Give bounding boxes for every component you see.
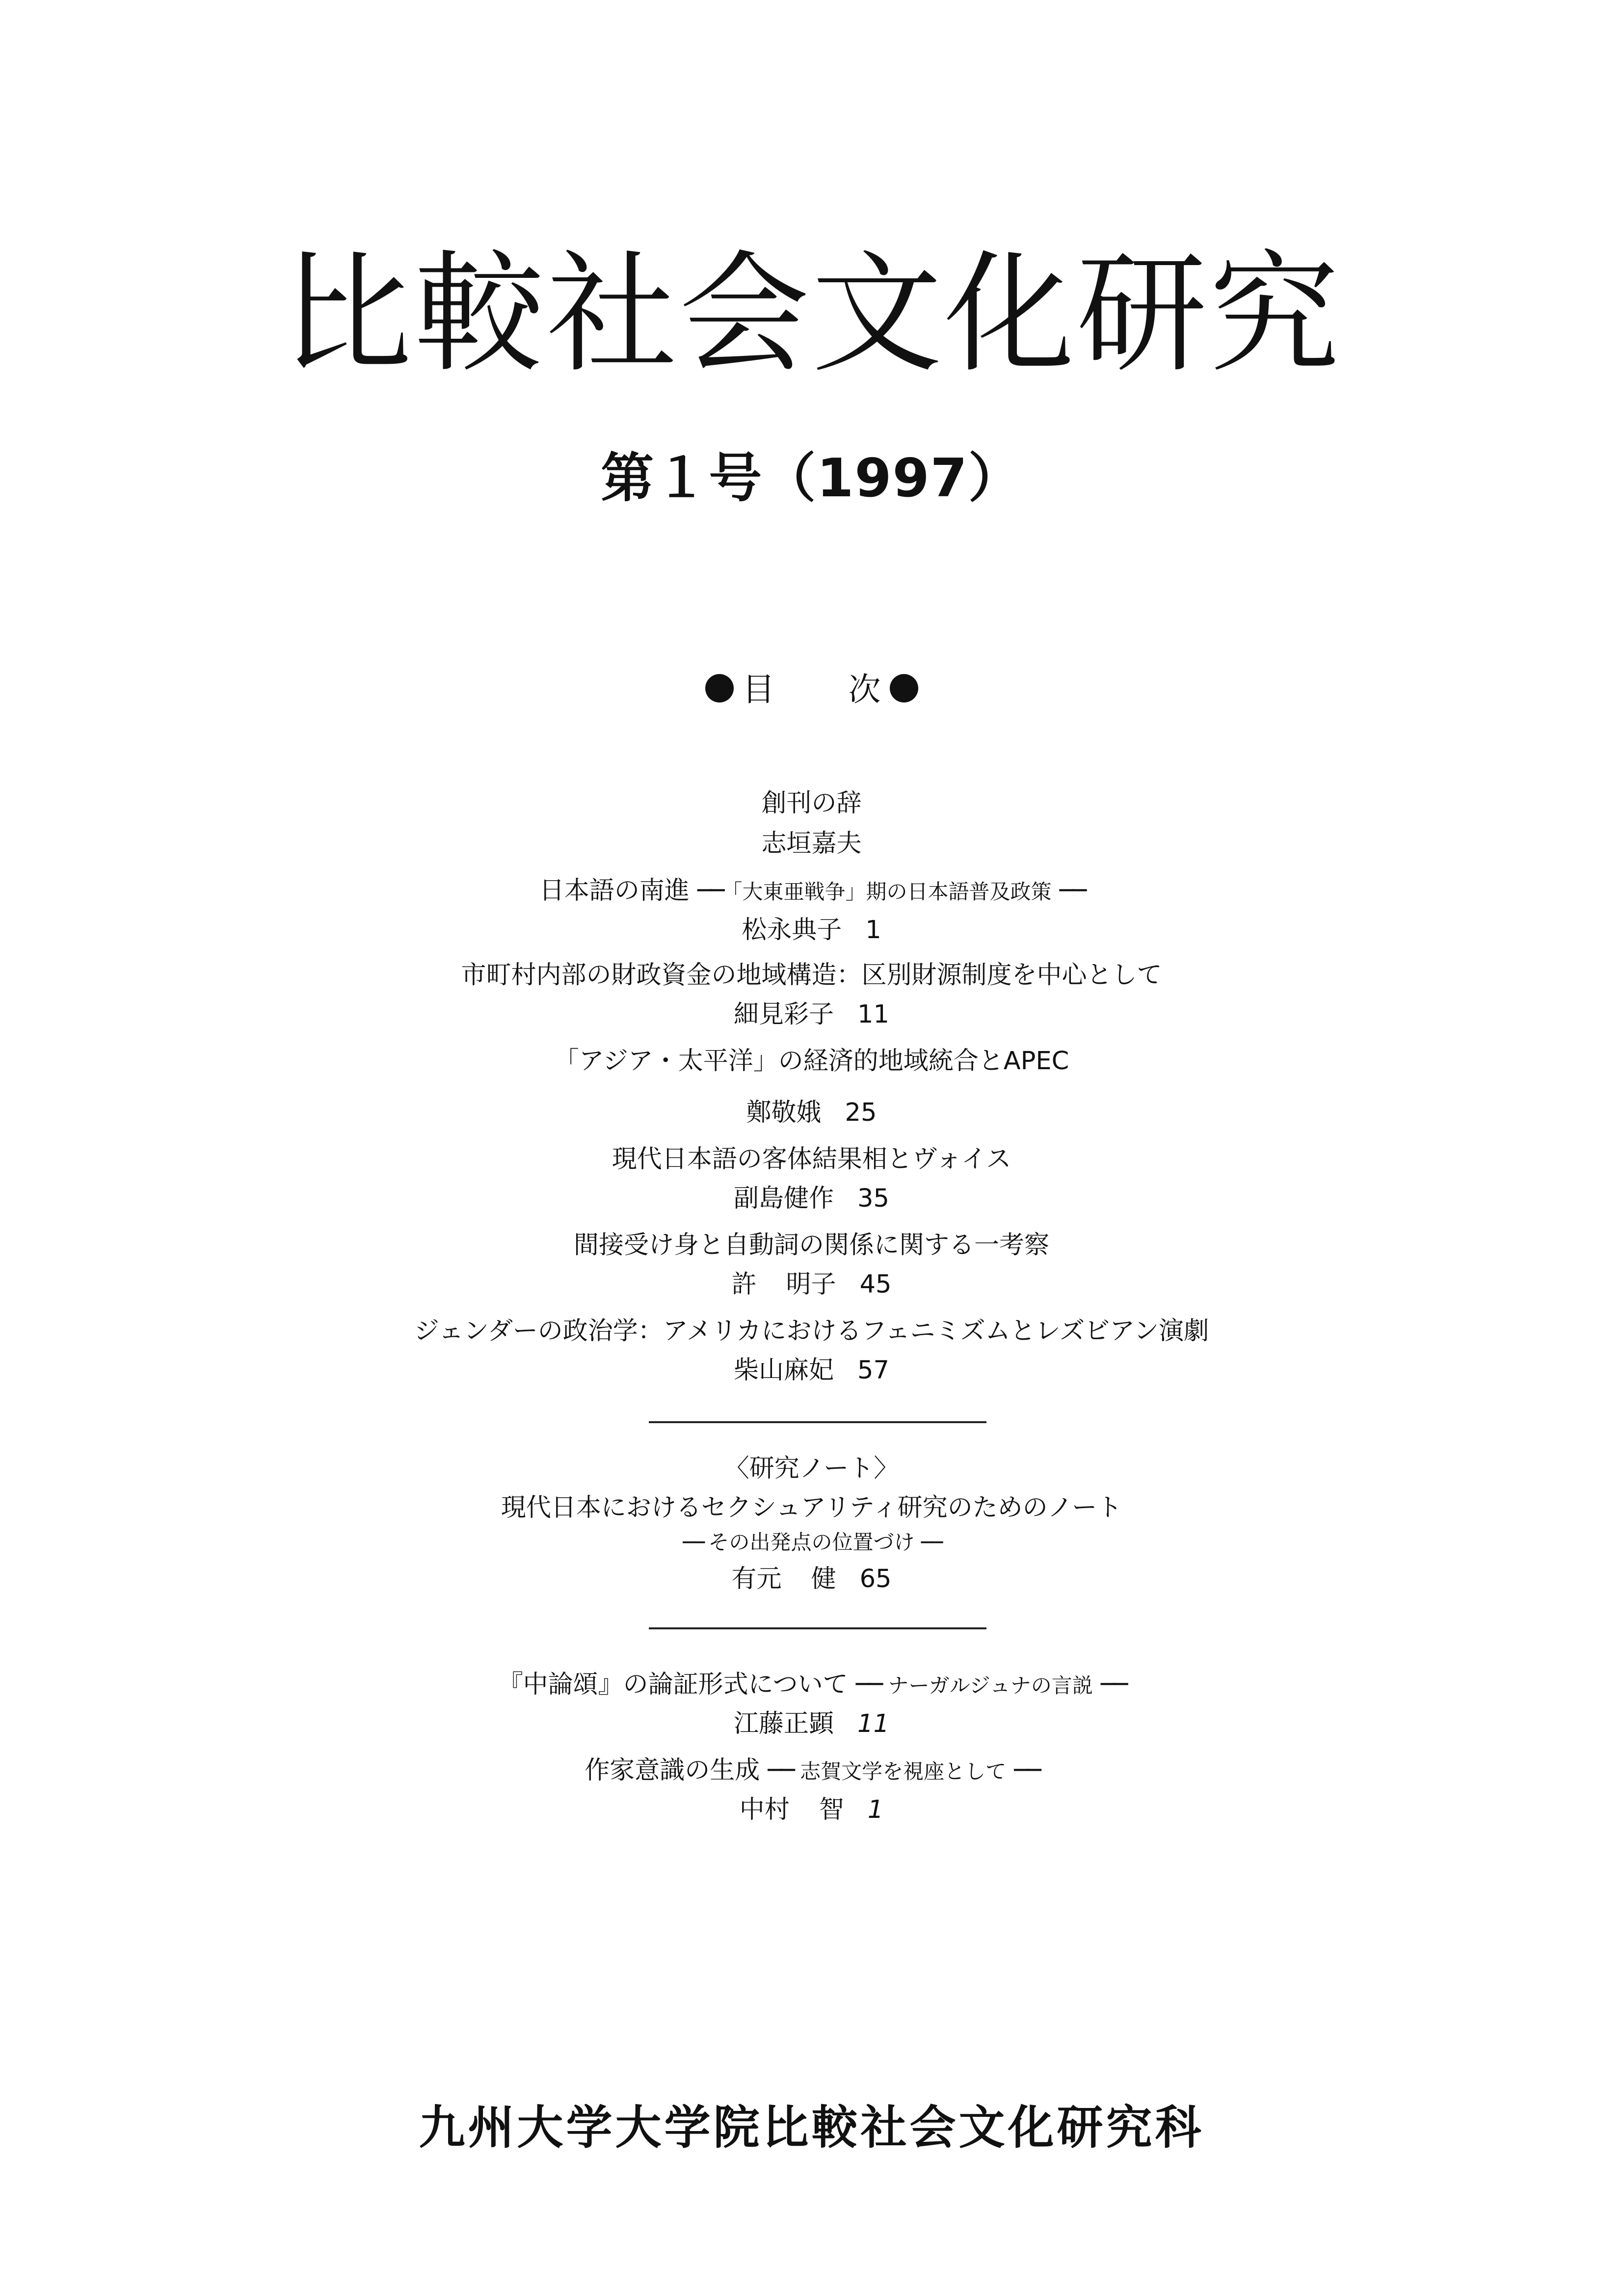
page-number: 35 — [857, 1184, 889, 1213]
toc-entry-title: 創刊の辞 — [761, 789, 862, 818]
toc-entry-author: 松永典子 1 — [0, 912, 1623, 948]
divider-rule — [649, 1421, 986, 1423]
toc-entry-title: 「アジア・太平洋」の経済的地域統合とAPEC — [554, 1047, 1069, 1076]
toc-entry-author: 鄭敬娥 25 — [0, 1095, 1623, 1131]
toc-entry-title: 現代日本語の客体結果相とヴォイス — [612, 1145, 1011, 1174]
toc-heading — [0, 668, 1623, 712]
toc-entry-author: 中村 智 1 — [0, 1792, 1623, 1828]
bullet-right — [890, 674, 918, 702]
toc-entry-author: 江藤正顕 11 — [0, 1706, 1623, 1742]
toc-entry-author: 許 明子 45 — [0, 1267, 1623, 1303]
page-number: 25 — [845, 1098, 877, 1127]
journal-title: 比較社会文化研究 — [281, 238, 1342, 390]
toc-entry-author: 有元 健 65 — [0, 1561, 1623, 1597]
toc-heading-left: 目 — [742, 671, 775, 708]
toc-entry-subtitle: ── その出発点の位置づけ ── — [683, 1530, 940, 1554]
page-number: 1 — [865, 916, 881, 945]
toc-entry-author: 柴山麻妃 57 — [0, 1352, 1623, 1389]
toc-entry-title: 作家意識の生成 ── 志賀文学を視座として ── — [585, 1756, 1038, 1785]
toc-entry-author: 副島健作 35 — [0, 1181, 1623, 1217]
toc-entry-title: 市町村内部の財政資金の地域構造：区別財源制度を中心として — [461, 961, 1162, 990]
publisher: 九州大学大学院比較社会文化研究科 — [419, 2101, 1204, 2155]
issue-number: 第１号（1997） — [601, 448, 1022, 509]
page-number: 45 — [859, 1270, 892, 1299]
page-number: 65 — [859, 1565, 892, 1594]
toc-heading-right: 次 — [848, 671, 881, 708]
page-number: 57 — [857, 1356, 889, 1385]
toc-entry-author: 細見彩子 11 — [0, 997, 1623, 1033]
toc-entry-title: ジェンダーの政治学：アメリカにおけるフェニミズムとレズビアン演劇 — [414, 1317, 1209, 1346]
toc-entry-title: 日本語の南進 ──「大東亜戦争」期の日本語普及政策 ── — [539, 876, 1084, 905]
bullet-left — [705, 674, 734, 702]
divider-rule — [649, 1627, 986, 1629]
toc-entry-title: 現代日本におけるセクシュアリティ研究のためのノート — [501, 1493, 1122, 1522]
toc-entry-author: 志垣嘉夫 — [761, 829, 862, 858]
research-note-label: 〈研究ノート〉 — [724, 1454, 899, 1483]
toc-entry-title: 間接受け身と自動詞の関係に関する一考察 — [573, 1231, 1049, 1260]
page-number: 11 — [857, 1000, 889, 1029]
page-number: 11 — [857, 1709, 889, 1738]
toc-entry-title: 『中論頌』の論証形式について ── ナーガルジュナの言説 ── — [498, 1670, 1125, 1699]
page-number: 1 — [867, 1795, 884, 1824]
